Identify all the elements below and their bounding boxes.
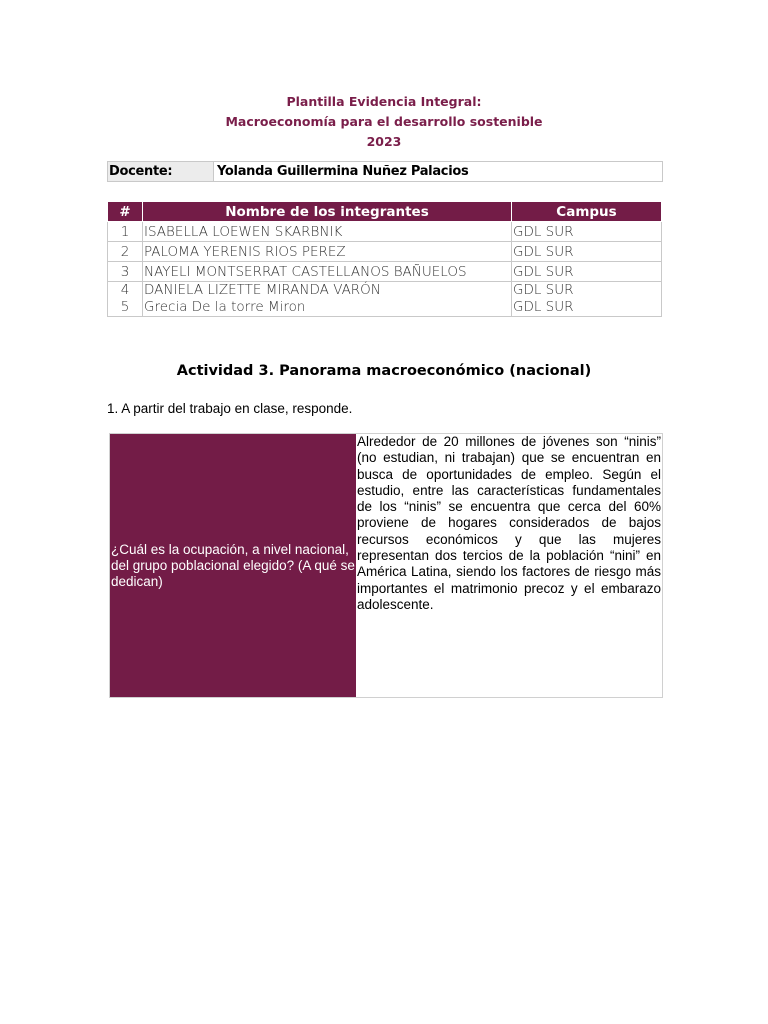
member-name: ISABELLA LOEWEN SKARBNIK bbox=[143, 222, 512, 242]
row-number: 3 bbox=[108, 262, 143, 282]
member-campus: GDL SUR bbox=[513, 299, 574, 315]
row-numbers bbox=[108, 282, 143, 317]
header-year: 2023 bbox=[366, 134, 402, 149]
member-campus: GDL SUR bbox=[512, 262, 662, 282]
members-table-header bbox=[108, 202, 662, 222]
member-name: Grecia De la torre Miron bbox=[144, 299, 306, 315]
table-row bbox=[108, 262, 662, 282]
question-text: ¿Cuál es la ocupación, a nivel nacional, del grupo poblacional elegido? (A qué se dedican) bbox=[111, 541, 355, 589]
member-name: PALOMA YERENIS RIOS PEREZ bbox=[143, 242, 512, 262]
member-campus: GDL SUR bbox=[513, 282, 574, 298]
question-cell bbox=[110, 434, 356, 697]
row-number: 1 bbox=[108, 222, 143, 242]
docente-row bbox=[107, 161, 663, 182]
row-number: 2 bbox=[108, 242, 143, 262]
table-row bbox=[108, 222, 662, 242]
column-header-name: Nombre de los integrantes bbox=[143, 202, 512, 222]
member-campus: GDL SUR bbox=[512, 242, 662, 262]
document-header bbox=[0, 92, 768, 152]
member-names bbox=[143, 282, 512, 317]
member-campuses bbox=[512, 282, 662, 317]
header-subject: Macroeconomía para el desarrollo sostenible bbox=[225, 114, 543, 129]
row-number: 4 bbox=[120, 282, 130, 298]
column-header-number: # bbox=[108, 202, 143, 222]
row-number: 5 bbox=[120, 299, 130, 315]
docente-name: Yolanda Guillermina Nuñez Palacios bbox=[217, 164, 469, 179]
table-row-merged bbox=[108, 282, 662, 317]
header-title: Plantilla Evidencia Integral: bbox=[286, 94, 482, 109]
docente-label: Docente: bbox=[108, 162, 214, 181]
column-header-campus: Campus bbox=[512, 202, 662, 222]
members-table bbox=[107, 201, 662, 317]
member-name: NAYELI MONTSERRAT CASTELLANOS BAÑUELOS bbox=[143, 262, 512, 282]
answer-cell: Alrededor de 20 millones de jóvenes son “ninis” (no estudian, ni trabajan) que se encuentran en busca de oportunidades de empleo. Según el estudio, entre las características fundamentales de los “ninis” se encuentra que cerca del 60% proviene de hogares considerados de bajos recursos económicos y que las mujeres representan dos tercios de la población “nini” en América Latina, siendo los factores de riesgo más importantes el matrimonio precoz y el embarazo adolescente. bbox=[357, 434, 661, 612]
activity-title: Actividad 3. Panorama macroeconómico (nacional) bbox=[176, 363, 592, 379]
member-name: DANIELA LIZETTE MIRANDA VARÓN bbox=[144, 282, 381, 298]
table-row bbox=[108, 242, 662, 262]
member-campus: GDL SUR bbox=[512, 222, 662, 242]
activity-instruction: 1. A partir del trabajo en clase, responde. bbox=[107, 401, 353, 416]
question-answer-table bbox=[109, 433, 663, 698]
